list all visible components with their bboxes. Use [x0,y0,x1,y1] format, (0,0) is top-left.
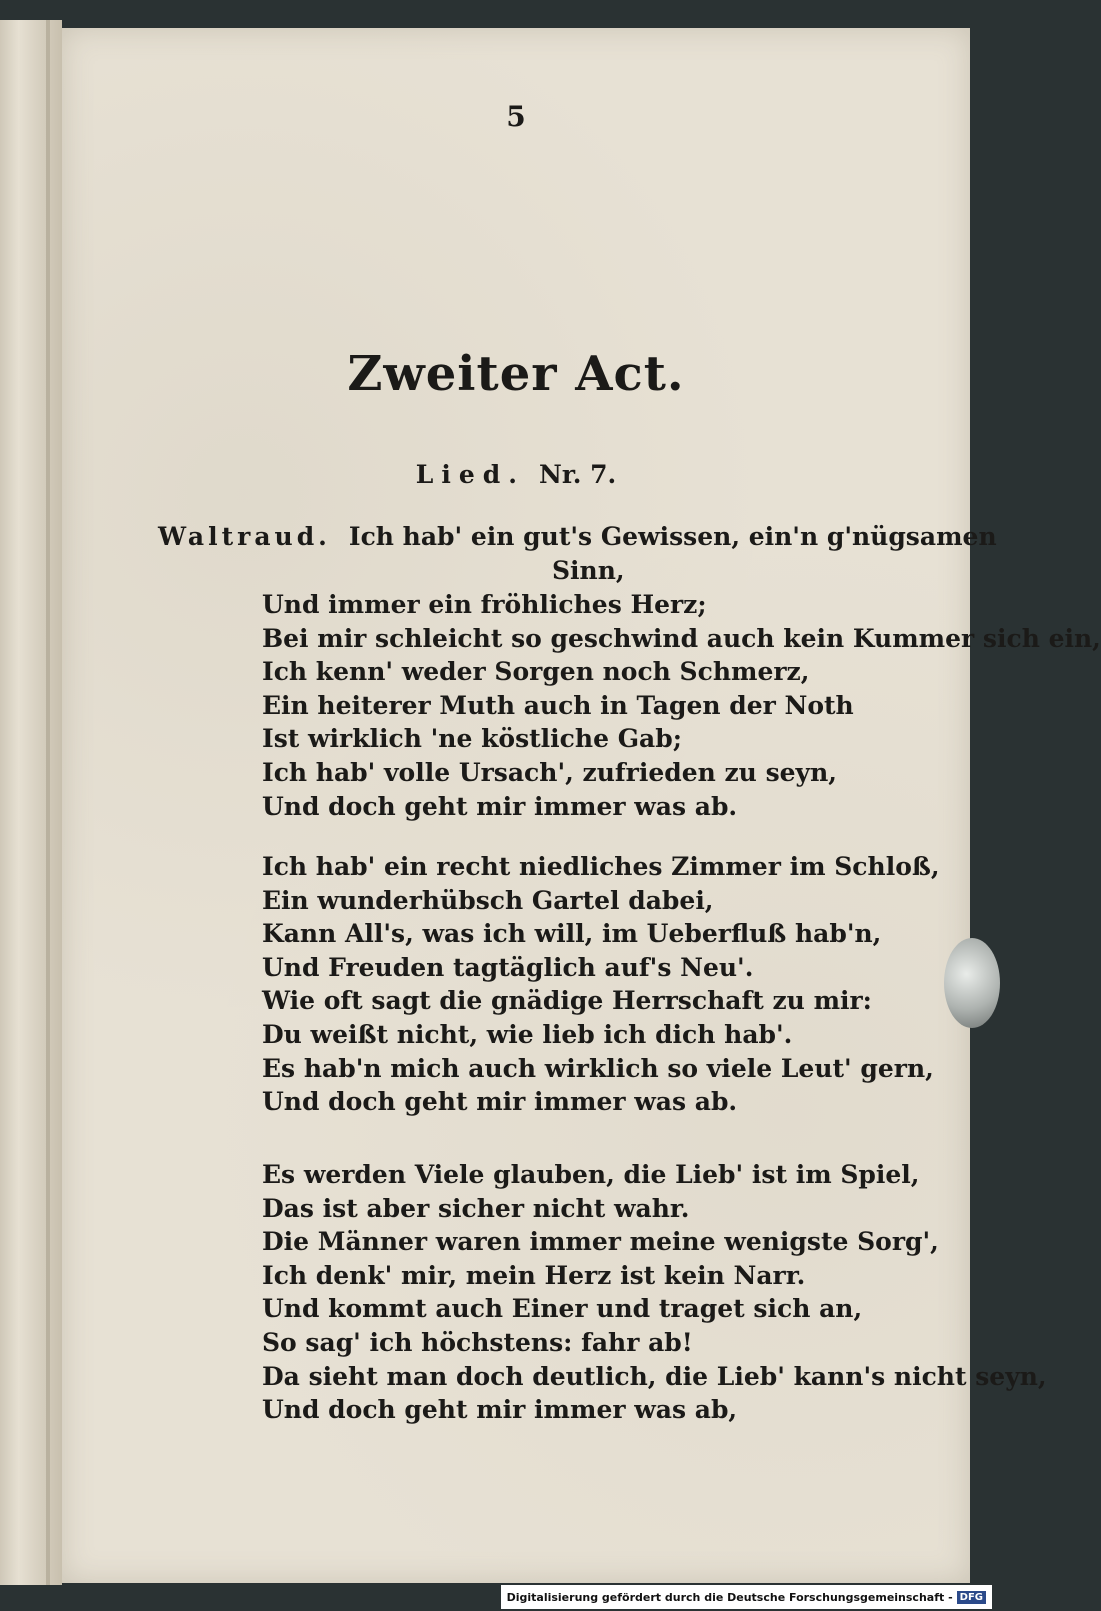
verse-line: Und doch geht mir immer was ab. [262,1087,738,1117]
song-heading [62,460,970,489]
verse-line: Bei mir schleicht so geschwind auch kein Kummer sich ein, [262,623,1101,653]
stanza-3 [262,1158,1047,1427]
verse-line: Und kommt auch Einer und traget sich an, [262,1294,863,1324]
verse-line: Es werden Viele glauben, die Lieb' ist im Spiel, [262,1160,920,1189]
verse-line: Und Freuden tagtäglich auf's Neu'. [262,952,754,982]
song-number: Nr. 7. [538,460,617,489]
verse-line: Ich hab' volle Ursach', zufrieden zu seyn, [262,757,837,787]
first-line-text: Ich hab' ein gut's Gewissen, ein'n g'nügsamen [348,522,997,551]
verse-line: Und immer ein fröhliches Herz; [262,590,707,619]
first-line-continuation: Sinn, [552,556,625,585]
verse-line: Ein heiterer Muth auch in Tagen der Noth [262,690,854,720]
verse-line: Das ist aber sicher nicht wahr. [262,1193,690,1223]
first-verse-line [158,522,997,551]
digitization-footer [501,1585,992,1609]
book-page [62,28,1101,1583]
verse-line: Du weißt nicht, wie lieb ich dich hab'. [262,1019,793,1049]
stanza-2 [262,850,942,1119]
speaker-name: Waltraud. [158,522,331,551]
stanza-1 [262,588,1101,823]
verse-line: Und doch geht mir immer was ab, [262,1395,738,1425]
verse-line: Ich hab' ein recht niedliches Zimmer im Schloß, [262,852,940,881]
verse-line: Es hab'n mich auch wirklich so viele Leut' gern, [262,1053,934,1083]
dfg-logo: DFG [957,1591,986,1604]
footer-text: Digitalisierung gefördert durch die Deutsche Forschungsgemeinschaft - [506,1590,953,1604]
spine-edge [46,20,50,1585]
verse-line: Ein wunderhübsch Gartel dabei, [262,885,714,915]
verse-line: Die Männer waren immer meine wenigste Sorg', [262,1227,939,1257]
verse-line: Kann All's, was ich will, im Ueberfluß hab'n, [262,919,882,949]
verse-line: Ich kenn' weder Sorgen noch Schmerz, [262,657,810,687]
verse-line: Ich denk' mir, mein Herz ist kein Narr. [262,1260,806,1290]
verse-line: Ist wirklich 'ne köstliche Gab; [262,724,682,754]
act-title: Zweiter Act. [347,346,685,402]
binding-clip [944,938,1000,1028]
page-number: 5 [506,100,526,133]
verse-line: Und doch geht mir immer was ab. [262,791,738,821]
song-label: Lied. [415,460,525,489]
verse-line: Wie oft sagt die gnädige Herrschaft zu mir: [262,986,872,1016]
verse-line: Da sieht man doch deutlich, die Lieb' kann's nicht seyn, [262,1361,1047,1391]
verse-line: So sag' ich höchstens: fahr ab! [262,1327,693,1357]
book-spine [0,20,62,1585]
